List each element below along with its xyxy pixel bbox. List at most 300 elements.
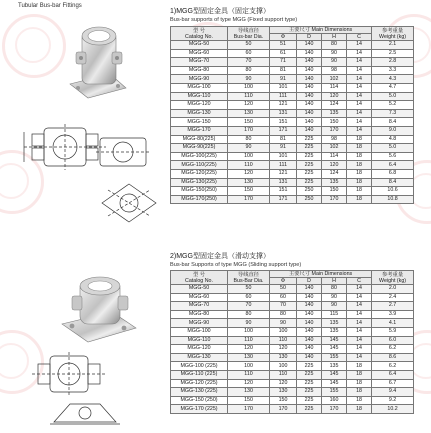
dim-h-cell: 114 <box>322 152 347 161</box>
table-row <box>171 41 414 50</box>
catalog-no-cell: MGG-150 (250) <box>171 396 228 405</box>
dim-phi-cell: 70 <box>270 302 297 311</box>
catalog-no-cell: MGG-130 (225) <box>171 388 228 397</box>
busbar-dia-cell: 110 <box>228 370 270 379</box>
table-row <box>171 353 414 362</box>
dim-c-cell: 18 <box>347 362 372 371</box>
table-row <box>171 285 414 294</box>
busbar-dia-cell: 130 <box>228 388 270 397</box>
header-weight: 参考重量 Weight (kg) <box>372 271 414 285</box>
dim-c-cell: 14 <box>347 58 372 67</box>
weight-cell: 6.4 <box>372 370 414 379</box>
mgg-sliding-spec-table <box>170 270 414 414</box>
dim-h-cell: 80 <box>322 285 347 294</box>
dim-d-cell: 140 <box>297 285 322 294</box>
dim-h-cell: 120 <box>322 92 347 101</box>
dim-d-cell: 140 <box>297 336 322 345</box>
dim-h-cell: 135 <box>322 327 347 336</box>
dim-h-cell: 90 <box>322 58 347 67</box>
dim-c-cell: 14 <box>347 336 372 345</box>
weight-cell: 8.4 <box>372 118 414 127</box>
catalog-no-cell: MGG-100(225) <box>171 152 228 161</box>
dim-phi-cell: 120 <box>270 345 297 354</box>
weight-cell: 9.2 <box>372 396 414 405</box>
table-row <box>171 66 414 75</box>
table-row <box>171 178 414 187</box>
weight-cell: 5.2 <box>372 101 414 110</box>
busbar-dia-cell: 170 <box>228 126 270 135</box>
weight-cell: 3.3 <box>372 66 414 75</box>
catalog-no-cell: MGG-170(250) <box>171 195 228 204</box>
dim-phi-cell: 171 <box>270 126 297 135</box>
mgg-sliding-section-title <box>170 253 301 269</box>
dim-d-cell: 140 <box>297 66 322 75</box>
busbar-dia-cell: 120 <box>228 101 270 110</box>
catalog-no-cell: MGG-90 <box>171 75 228 84</box>
header-weight: 参考重量 Weight (kg) <box>372 27 414 41</box>
dim-d-cell: 140 <box>297 49 322 58</box>
catalog-no-cell: MGG-70 <box>171 58 228 67</box>
header-catalog-no: 型 号 Catalog No. <box>171 271 228 285</box>
table-row <box>171 187 414 196</box>
catalog-no-cell: MGG-80 <box>171 310 228 319</box>
dim-h-cell: 170 <box>322 126 347 135</box>
weight-cell: 6.8 <box>372 169 414 178</box>
catalog-no-cell: MGG-100 <box>171 327 228 336</box>
dim-c-cell: 14 <box>347 118 372 127</box>
dim-d-cell: 250 <box>297 187 322 196</box>
busbar-dia-cell: 100 <box>228 327 270 336</box>
catalog-no-cell: MGG-120(225) <box>171 169 228 178</box>
dim-c-cell: 18 <box>347 396 372 405</box>
dim-d-cell: 140 <box>297 319 322 328</box>
dim-c-cell: 14 <box>347 319 372 328</box>
table-row <box>171 336 414 345</box>
catalog-no-cell: MGG-100 (225) <box>171 362 228 371</box>
dim-phi-cell: 110 <box>270 370 297 379</box>
dim-d-cell: 225 <box>297 161 322 170</box>
mgg-sliding-subtitle: Bus-bar Supports of type MGG (Sliding support type) <box>170 262 302 268</box>
weight-cell: 2.5 <box>372 49 414 58</box>
header-dim-d: D <box>297 278 322 285</box>
table-row <box>171 302 414 311</box>
dim-phi-cell: 130 <box>270 388 297 397</box>
catalog-no-cell: MGG-50 <box>171 285 228 294</box>
busbar-dia-cell: 100 <box>228 83 270 92</box>
catalog-no-cell: MGG-170 (225) <box>171 405 228 414</box>
table-row <box>171 75 414 84</box>
weight-cell: 10.2 <box>372 405 414 414</box>
table-row <box>171 126 414 135</box>
weight-cell: 2.1 <box>372 41 414 50</box>
mgg-sliding-title: 2)MGG型固定金具（滑动支撑） <box>170 253 270 260</box>
dim-c-cell: 18 <box>347 169 372 178</box>
busbar-dia-cell: 110 <box>228 336 270 345</box>
dim-phi-cell: 50 <box>270 285 297 294</box>
busbar-dia-cell: 90 <box>228 75 270 84</box>
table-row <box>171 195 414 204</box>
dim-h-cell: 170 <box>322 195 347 204</box>
table-row <box>171 152 414 161</box>
busbar-dia-cell: 90 <box>228 319 270 328</box>
header-dim-phi: Φ <box>270 278 297 285</box>
busbar-dia-cell: 130 <box>228 178 270 187</box>
weight-cell: 4.3 <box>372 75 414 84</box>
dim-c-cell: 18 <box>347 388 372 397</box>
dim-d-cell: 225 <box>297 152 322 161</box>
dim-h-cell: 145 <box>322 370 347 379</box>
table-row <box>171 293 414 302</box>
header-dim-c: C <box>347 278 372 285</box>
weight-cell: 2.8 <box>372 58 414 67</box>
catalog-no-cell: MGG-80 <box>171 66 228 75</box>
dim-d-cell: 140 <box>297 293 322 302</box>
mgg-fixed-section-title <box>170 8 297 24</box>
weight-cell: 6.0 <box>372 336 414 345</box>
busbar-dia-cell: 80 <box>228 310 270 319</box>
weight-cell: 2.4 <box>372 293 414 302</box>
dim-h-cell: 80 <box>322 41 347 50</box>
busbar-dia-cell: 130 <box>228 353 270 362</box>
table-row <box>171 49 414 58</box>
busbar-dia-cell: 100 <box>228 152 270 161</box>
dim-d-cell: 140 <box>297 109 322 118</box>
table-row <box>171 144 414 153</box>
watermark-logo-1 <box>2 14 66 78</box>
weight-cell: 4.8 <box>372 135 414 144</box>
catalog-no-cell: MGG-50 <box>171 41 228 50</box>
dim-h-cell: 160 <box>322 396 347 405</box>
dim-h-cell: 98 <box>322 135 347 144</box>
dim-d-cell: 140 <box>297 41 322 50</box>
dim-phi-cell: 151 <box>270 118 297 127</box>
dim-phi-cell: 81 <box>270 135 297 144</box>
dim-phi-cell: 61 <box>270 49 297 58</box>
dim-d-cell: 250 <box>297 195 322 204</box>
table-row <box>171 362 414 371</box>
dim-c-cell: 18 <box>347 152 372 161</box>
dim-c-cell: 18 <box>347 370 372 379</box>
dim-phi-cell: 100 <box>270 327 297 336</box>
table-row <box>171 319 414 328</box>
busbar-dia-cell: 150 <box>228 187 270 196</box>
busbar-dia-cell: 130 <box>228 109 270 118</box>
dim-phi-cell: 91 <box>270 144 297 153</box>
dim-h-cell: 90 <box>322 49 347 58</box>
busbar-dia-cell: 120 <box>228 379 270 388</box>
dim-d-cell: 140 <box>297 118 322 127</box>
table-row <box>171 161 414 170</box>
catalog-no-cell: MGG-70 <box>171 302 228 311</box>
header-catalog-no: 型 号 Catalog No. <box>171 27 228 41</box>
busbar-dia-cell: 100 <box>228 362 270 371</box>
dim-h-cell: 135 <box>322 362 347 371</box>
weight-cell: 4.7 <box>372 83 414 92</box>
busbar-dia-cell: 50 <box>228 285 270 294</box>
weight-cell: 6.2 <box>372 362 414 371</box>
dim-c-cell: 14 <box>347 285 372 294</box>
fixed-support-top-view-drawing <box>96 130 150 174</box>
dim-c-cell: 18 <box>347 379 372 388</box>
dim-h-cell: 124 <box>322 169 347 178</box>
weight-cell: 2.7 <box>372 302 414 311</box>
dim-h-cell: 135 <box>322 109 347 118</box>
dim-d-cell: 140 <box>297 353 322 362</box>
dim-phi-cell: 150 <box>270 396 297 405</box>
table-row <box>171 101 414 110</box>
dim-phi-cell: 100 <box>270 362 297 371</box>
weight-cell: 10.6 <box>372 187 414 196</box>
dim-c-cell: 14 <box>347 66 372 75</box>
catalog-no-cell: MGG-90 <box>171 319 228 328</box>
table-row <box>171 83 414 92</box>
dim-phi-cell: 170 <box>270 405 297 414</box>
weight-cell: 5.0 <box>372 92 414 101</box>
dim-c-cell: 18 <box>347 405 372 414</box>
dim-d-cell: 140 <box>297 58 322 67</box>
dim-phi-cell: 111 <box>270 92 297 101</box>
dim-d-cell: 225 <box>297 405 322 414</box>
dim-phi-cell: 131 <box>270 178 297 187</box>
dim-c-cell: 18 <box>347 195 372 204</box>
header-dim-h: H <box>322 34 347 41</box>
header-busbar-dia: 导线直径 Bus-bar Dia. <box>228 27 270 41</box>
table-row <box>171 345 414 354</box>
dim-h-cell: 170 <box>322 405 347 414</box>
dim-phi-cell: 81 <box>270 66 297 75</box>
dim-d-cell: 140 <box>297 75 322 84</box>
weight-cell: 9.4 <box>372 388 414 397</box>
catalog-no-cell: MGG-60 <box>171 49 228 58</box>
fixed-support-photo <box>62 14 132 104</box>
dim-h-cell: 115 <box>322 310 347 319</box>
dim-h-cell: 90 <box>322 302 347 311</box>
dim-phi-cell: 120 <box>270 379 297 388</box>
dim-h-cell: 135 <box>322 319 347 328</box>
dim-c-cell: 14 <box>347 101 372 110</box>
busbar-dia-cell: 90 <box>228 144 270 153</box>
dim-h-cell: 135 <box>322 178 347 187</box>
catalog-no-cell: MGG-120 <box>171 345 228 354</box>
catalog-no-cell: MGG-100 <box>171 83 228 92</box>
busbar-dia-cell: 80 <box>228 135 270 144</box>
catalog-no-cell: MGG-110 <box>171 336 228 345</box>
table-row <box>171 405 414 414</box>
catalog-no-cell: MGG-110(225) <box>171 161 228 170</box>
dim-phi-cell: 71 <box>270 58 297 67</box>
dim-h-cell: 114 <box>322 83 347 92</box>
catalog-no-cell: MGG-130 <box>171 353 228 362</box>
dim-phi-cell: 110 <box>270 336 297 345</box>
dim-c-cell: 14 <box>347 353 372 362</box>
dim-phi-cell: 111 <box>270 161 297 170</box>
dim-phi-cell: 151 <box>270 187 297 196</box>
dim-c-cell: 14 <box>347 41 372 50</box>
weight-cell: 4.1 <box>372 319 414 328</box>
busbar-dia-cell: 120 <box>228 345 270 354</box>
dim-c-cell: 14 <box>347 92 372 101</box>
dim-d-cell: 140 <box>297 92 322 101</box>
dim-c-cell: 14 <box>347 327 372 336</box>
fixed-support-base-drawing <box>96 180 162 226</box>
dim-d-cell: 225 <box>297 388 322 397</box>
dim-h-cell: 155 <box>322 388 347 397</box>
dim-h-cell: 98 <box>322 66 347 75</box>
catalog-no-cell: MGG-90(225) <box>171 144 228 153</box>
catalog-no-cell: MGG-80(225) <box>171 135 228 144</box>
mgg-fixed-title: 1)MGG型固定金具（固定支撑） <box>170 8 270 15</box>
dim-phi-cell: 121 <box>270 101 297 110</box>
busbar-dia-cell: 70 <box>228 58 270 67</box>
dim-d-cell: 225 <box>297 362 322 371</box>
busbar-dia-cell: 70 <box>228 302 270 311</box>
table-row <box>171 118 414 127</box>
dim-phi-cell: 80 <box>270 310 297 319</box>
header-dim-h: H <box>322 278 347 285</box>
catalog-no-cell: MGG-170 <box>171 126 228 135</box>
catalog-no-cell: MGG-150 <box>171 118 228 127</box>
dim-h-cell: 145 <box>322 379 347 388</box>
busbar-dia-cell: 50 <box>228 41 270 50</box>
dim-c-cell: 18 <box>347 187 372 196</box>
table-row <box>171 109 414 118</box>
weight-cell: 5.0 <box>372 144 414 153</box>
busbar-dia-cell: 60 <box>228 293 270 302</box>
dim-h-cell: 150 <box>322 118 347 127</box>
table-row <box>171 379 414 388</box>
header-main-dimensions: 主要尺寸 Main Dimensions <box>270 27 372 34</box>
catalog-no-cell: MGG-150(250) <box>171 187 228 196</box>
busbar-dia-cell: 80 <box>228 66 270 75</box>
dim-phi-cell: 90 <box>270 319 297 328</box>
dim-phi-cell: 91 <box>270 75 297 84</box>
busbar-dia-cell: 150 <box>228 396 270 405</box>
dim-h-cell: 120 <box>322 161 347 170</box>
busbar-dia-cell: 110 <box>228 92 270 101</box>
dim-c-cell: 18 <box>347 135 372 144</box>
weight-cell: 5.6 <box>372 152 414 161</box>
dim-c-cell: 14 <box>347 345 372 354</box>
header-dim-c: C <box>347 34 372 41</box>
dim-phi-cell: 101 <box>270 83 297 92</box>
sliding-support-base-drawing <box>50 398 120 428</box>
catalog-no-cell: MGG-110 <box>171 92 228 101</box>
catalog-no-cell: MGG-110 (225) <box>171 370 228 379</box>
dim-h-cell: 150 <box>322 187 347 196</box>
weight-cell: 7.3 <box>372 109 414 118</box>
catalog-no-cell: MGG-130(225) <box>171 178 228 187</box>
busbar-dia-cell: 110 <box>228 161 270 170</box>
dim-c-cell: 14 <box>347 83 372 92</box>
table-row <box>171 135 414 144</box>
dim-c-cell: 14 <box>347 49 372 58</box>
dim-phi-cell: 51 <box>270 41 297 50</box>
dim-c-cell: 18 <box>347 144 372 153</box>
busbar-dia-cell: 150 <box>228 118 270 127</box>
dim-phi-cell: 121 <box>270 169 297 178</box>
dim-h-cell: 155 <box>322 353 347 362</box>
header-busbar-dia: 导线直径 Bus-Bar Dia. <box>228 271 270 285</box>
dim-d-cell: 225 <box>297 135 322 144</box>
mgg-fixed-spec-table <box>170 26 414 204</box>
catalog-no-cell: MGG-130 <box>171 109 228 118</box>
dim-h-cell: 145 <box>322 336 347 345</box>
dim-h-cell: 102 <box>322 144 347 153</box>
dim-phi-cell: 101 <box>270 152 297 161</box>
sliding-support-photo <box>58 266 140 350</box>
dim-d-cell: 225 <box>297 379 322 388</box>
dim-h-cell: 90 <box>322 293 347 302</box>
dim-d-cell: 140 <box>297 327 322 336</box>
weight-cell: 9.0 <box>372 126 414 135</box>
dim-d-cell: 140 <box>297 345 322 354</box>
dim-c-cell: 14 <box>347 126 372 135</box>
dim-c-cell: 14 <box>347 75 372 84</box>
table-row <box>171 388 414 397</box>
dim-d-cell: 225 <box>297 144 322 153</box>
catalog-no-cell: MGG-120 (225) <box>171 379 228 388</box>
weight-cell: 6.4 <box>372 161 414 170</box>
page-title: Tubular Bus-bar Fittings <box>18 3 82 9</box>
dim-d-cell: 225 <box>297 396 322 405</box>
weight-cell: 5.9 <box>372 327 414 336</box>
dim-c-cell: 18 <box>347 161 372 170</box>
table-row <box>171 327 414 336</box>
table-row <box>171 92 414 101</box>
dim-c-cell: 14 <box>347 293 372 302</box>
dim-d-cell: 140 <box>297 101 322 110</box>
weight-cell: 6.2 <box>372 345 414 354</box>
weight-cell: 10.8 <box>372 195 414 204</box>
mgg-fixed-subtitle: Bus-bar supports of type MGG (Fixed support type) <box>170 17 298 23</box>
header-dim-d: D <box>297 34 322 41</box>
dim-d-cell: 225 <box>297 178 322 187</box>
table-row <box>171 370 414 379</box>
dim-d-cell: 140 <box>297 302 322 311</box>
dim-phi-cell: 171 <box>270 195 297 204</box>
dim-d-cell: 140 <box>297 126 322 135</box>
dim-phi-cell: 130 <box>270 353 297 362</box>
busbar-dia-cell: 120 <box>228 169 270 178</box>
busbar-dia-cell: 60 <box>228 49 270 58</box>
busbar-dia-cell: 170 <box>228 195 270 204</box>
dim-d-cell: 140 <box>297 310 322 319</box>
dim-h-cell: 145 <box>322 345 347 354</box>
busbar-dia-cell: 170 <box>228 405 270 414</box>
weight-cell: 8.6 <box>372 353 414 362</box>
table-row <box>171 58 414 67</box>
dim-c-cell: 18 <box>347 178 372 187</box>
dim-c-cell: 14 <box>347 310 372 319</box>
catalog-no-cell: MGG-60 <box>171 293 228 302</box>
table-row <box>171 396 414 405</box>
weight-cell: 8.4 <box>372 178 414 187</box>
dim-c-cell: 14 <box>347 302 372 311</box>
dim-d-cell: 140 <box>297 83 322 92</box>
dim-phi-cell: 60 <box>270 293 297 302</box>
weight-cell: 3.9 <box>372 310 414 319</box>
weight-cell: 6.7 <box>372 379 414 388</box>
dim-c-cell: 14 <box>347 109 372 118</box>
weight-cell: 2.0 <box>372 285 414 294</box>
sliding-support-side-view-drawing <box>30 352 108 398</box>
dim-d-cell: 225 <box>297 169 322 178</box>
dim-phi-cell: 131 <box>270 109 297 118</box>
dim-d-cell: 225 <box>297 370 322 379</box>
header-dim-phi: Φ <box>270 34 297 41</box>
header-main-dimensions: 主要尺寸 Main Dimensions <box>270 271 372 278</box>
dim-h-cell: 102 <box>322 75 347 84</box>
